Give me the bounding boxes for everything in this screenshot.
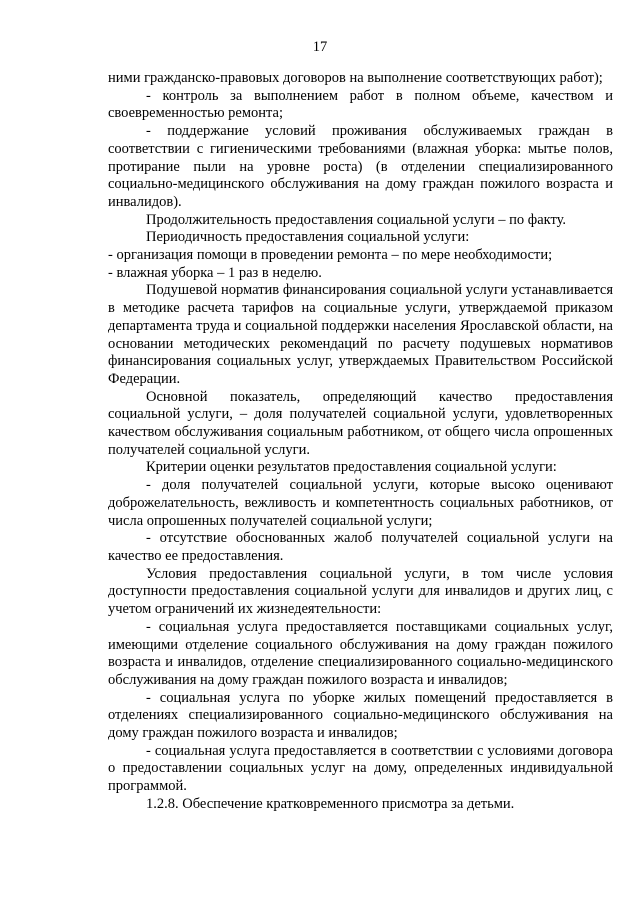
paragraph-criteria-share: - доля получателей социальной услуги, которые высоко оценивают доброжелательность, вежливость и компетентность социальных работников, от числа опрошенных получателей социальной услуги; xyxy=(108,477,613,529)
paragraph-duration: Продолжительность предоставления социальной услуги – по факту. xyxy=(146,211,567,228)
paragraph-conditions-contract: - социальная услуга предоставляется в соответствии с условиями договора о предоставлении социальных услуг на дому, определенных индивидуальной программой. xyxy=(108,742,613,795)
paragraph-control-item: - контроль за выполнением работ в полном объеме, качеством и своевременностью ремонта; xyxy=(108,87,613,122)
paragraph-criteria-heading: Критерии оценки результатов предоставления социальной услуги: xyxy=(146,459,557,476)
paragraph-section-heading: 1.2.8. Обеспечение кратковременного присмотра за детьми. xyxy=(146,795,515,812)
paragraph-periodicity-heading: Периодичность предоставления социальной услуги: xyxy=(146,229,470,246)
paragraph-maintenance-item: - поддержание условий проживания обслуживаемых граждан в соответствии с гигиеническими требованиями (влажная уборка: мытье полов, протирание пыли на уровне роста) (в отделении специализированного социально-медицинского обслуживания на дому граждан пожилого возраста и инвалидов). xyxy=(108,123,613,210)
paragraph-conditions-heading: Условия предоставления социальной услуги, в том числе условия доступности предоставления социальной услуги для инвалидов и других лиц, с учетом ограничений их жизнедеятельности: xyxy=(108,565,613,618)
paragraph-main-indicator: Основной показатель, определяющий качество предоставления социальной услуги, – доля получателей социальной услуги, удовлетворенных качеством обслуживания социальным работником, от общего числа опрошенных получателей социальной услуги. xyxy=(108,388,613,458)
paragraph-conditions-cleaning: - социальная услуга по уборке жилых помещений предоставляется в отделениях специализированного социально-медицинского обслуживания на дому граждан пожилого возраста и инвалидов; xyxy=(108,689,613,742)
paragraph-conditions-providers: - социальная услуга предоставляется поставщиками социальных услуг, имеющими отделение социального обслуживания на дому граждан пожилого возраста и инвалидов, отделение специализированного социально-медицинского обслуживания на дому граждан пожилого возраста и инвалидов; xyxy=(108,618,613,688)
paragraph-criteria-complaints: - отсутствие обоснованных жалоб получателей социальной услуги на качество ее предоставления. xyxy=(108,530,613,564)
document-body xyxy=(108,70,613,814)
paragraph-periodicity-cleaning: - влажная уборка – 1 раз в неделю. xyxy=(108,264,322,281)
paragraph-financing-norm: Подушевой норматив финансирования социальной услуги устанавливается в методике расчета тарифов на социальные услуги, утверждаемой приказом департамента труда и социальной поддержки населения Ярославской области, на основании методических рекомендаций по расчету подушевых нормативов финансирования социальных услуг, утверждаемых Правительством Российской Федерации. xyxy=(108,282,613,387)
paragraph-continuation: ними гражданско-правовых договоров на выполнение соответствующих работ); xyxy=(108,70,603,86)
page-number: 17 xyxy=(312,39,328,55)
paragraph-periodicity-repair: - организация помощи в проведении ремонта – по мере необходимости; xyxy=(108,247,553,264)
